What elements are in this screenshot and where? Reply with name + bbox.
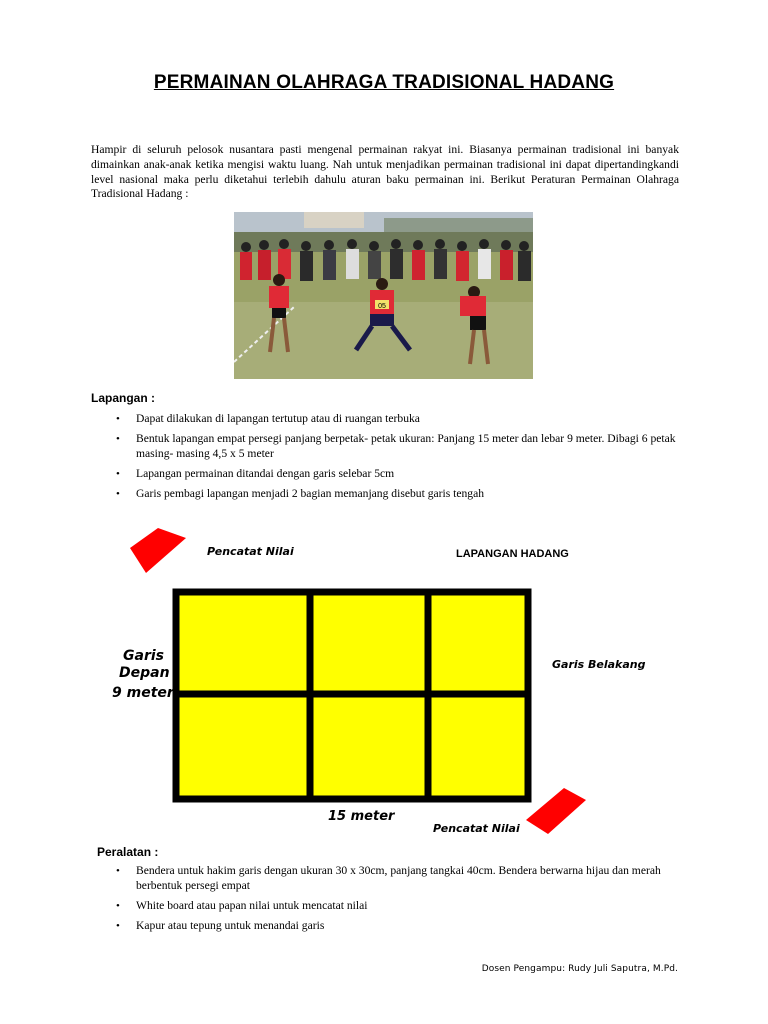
list-item: • Bentuk lapangan empat persegi panjang berpetak- petak ukuran: Panjang 15 meter dan lebar 9 meter. Dibagi 6 petak masing- masing 4,5 x 5 meter [112,432,680,461]
field-diagram [0,520,768,840]
lapangan-list [112,412,680,507]
lapangan-heading: Lapangan : [91,391,156,405]
page-title: PERMAINAN OLAHRAGA TRADISIONAL HADANG [153,72,615,93]
scorer-bottom-label: Pencatat Nilai [433,822,520,835]
list-item: • Dapat dilakukan di lapangan tertutup atau di ruangan terbuka [112,412,680,427]
back-line-label: Garis Belakang [552,658,646,671]
list-item: • Lapangan permainan ditandai dengan garis selebar 5cm [112,467,680,482]
list-item: • White board atau papan nilai untuk mencatat nilai [112,899,680,914]
flag-icon [130,528,186,573]
front-line-label: Depan [119,665,170,681]
list-item: • Kapur atau tepung untuk menandai garis [112,919,680,934]
diagram-title: LAPANGAN HADANG [456,548,569,560]
list-item: • Bendera untuk hakim garis dengan ukuran 30 x 30cm, panjang tangkai 40cm. Bendera berwarna hijau dan merah berbentuk persegi empat [112,864,680,893]
width-label: 9 meter [112,685,174,701]
peralatan-heading: Peralatan : [97,845,159,859]
flag-icon [526,788,586,834]
front-line-label: Garis [123,648,164,664]
jersey-number: 05 [378,303,386,310]
intro-paragraph: Hampir di seluruh pelosok nusantara pasti mengenal permainan rakyat ini. Biasanya permainan tradisional ini banyak dimainkan anak-anak ketika mengisi waktu luang. Nah untuk menjadikan permainan tradisional ini dapat dipertandingkandi level nasional maka perlu diketahui terlebih dahulu aturan baku permainan ini. Berikut Peraturan Permainan Olahraga Tradisional Hadang : [91,143,679,201]
hadang-game-photo [234,212,533,379]
footer-credit: Dosen Pengampu: Rudy Juli Saputra, M.Pd. [481,964,678,974]
list-item: • Garis pembagi lapangan menjadi 2 bagian memanjang disebut garis tengah [112,487,680,502]
scorer-top-label: Pencatat Nilai [207,545,294,558]
peralatan-list [112,864,680,939]
length-label: 15 meter [328,809,395,824]
